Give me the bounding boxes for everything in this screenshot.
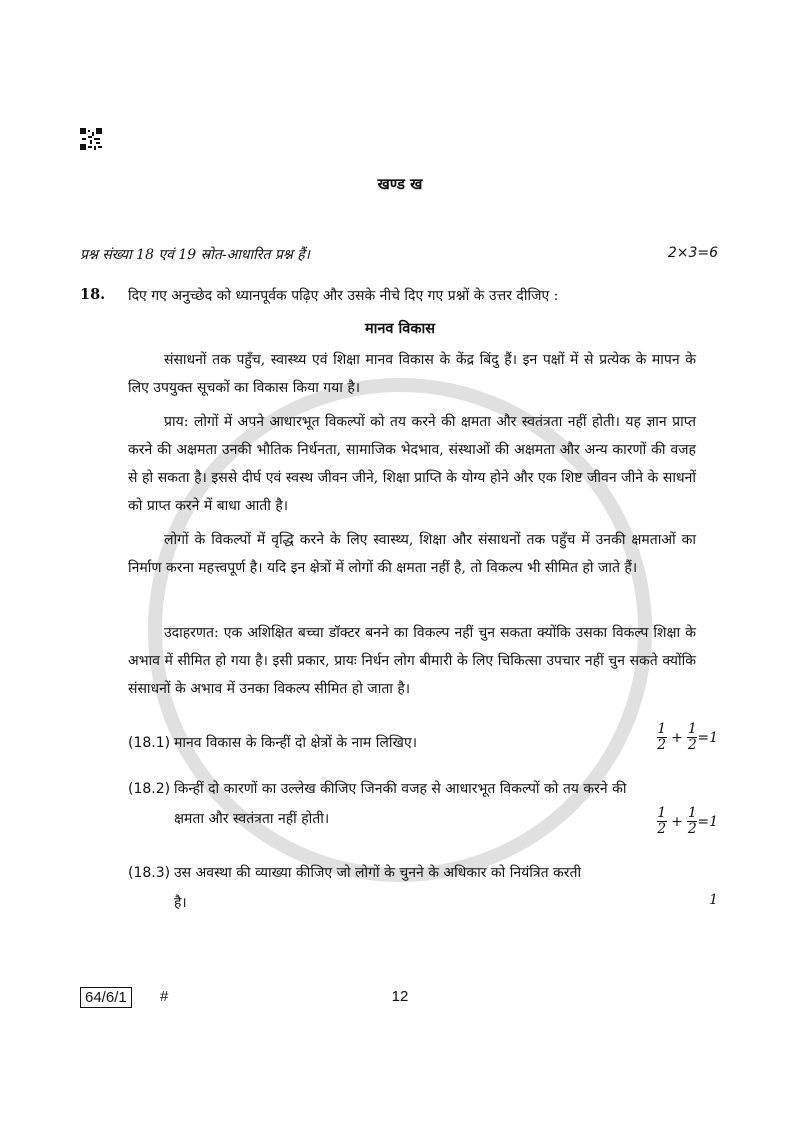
- marks-total: =1: [697, 729, 718, 746]
- subquestion-number: (18.1): [128, 735, 171, 751]
- instruction-marks: 2×3=6: [667, 245, 718, 261]
- marks-fraction: 1 2 + 1 2 =1: [657, 721, 718, 753]
- marks-value: 1: [709, 892, 718, 908]
- passage-title: मानव विकास: [364, 320, 436, 337]
- question-text: दिए गए अनुच्छेद को ध्यानपूर्वक पढ़िए और उसके नीचे दिए गए प्रश्नों के उत्तर दीजिए :: [128, 288, 559, 304]
- footer-hash: #: [160, 988, 169, 1005]
- frac-num: 1: [657, 721, 667, 737]
- frac-den: 2: [687, 821, 697, 837]
- subquestion-text: मानव विकास के किन्हीं दो क्षेत्रों के नाम लिखिए।: [174, 735, 417, 751]
- frac-num: 1: [657, 805, 667, 821]
- paper-code: 64/6/1: [80, 987, 132, 1008]
- question-number: 18.: [80, 286, 106, 303]
- frac-num: 1: [687, 805, 697, 821]
- page-number: 12: [391, 988, 409, 1005]
- subquestion-18-2: [128, 774, 683, 834]
- passage-paragraph: उदाहरणत: एक अशिक्षित बच्चा डॉक्टर बनने का विकल्प नहीं चुन सकता क्योंकि उसका विकल्प शिक्षा के अभाव में सीमित हो गया है। इसी प्रकार, प्रायः निर्धन लोग बीमारी के लिए चिकित्सा उपचार नहीं चुन सकते क्योंकि संसाधनों के अभाव में उनका विकल्प सीमित हो जाता है।: [128, 625, 696, 697]
- marks-fraction: 1 2 + 1 2 =1: [657, 805, 718, 837]
- subquestion-number: (18.2): [128, 781, 171, 797]
- passage-paragraph: प्राय: लोगों में अपने आधारभूत विकल्पों को तय करने की क्षमता और स्वतंत्रता नहीं होती। यह ज्ञान प्राप्त करने की अक्षमता उनकी भौतिक निर्धनता, सामाजिक भेदभाव, संस्थाओं की अक्षमता और अन्य कारणों की वजह से हो सकता है। इससे दीर्घ एवं स्वस्थ जीवन जीने, शिक्षा प्राप्ति के योग्य होने और एक शिष्ट जीवन जीने के साधनों को प्राप्त करने में बाधा आती है।: [128, 414, 696, 514]
- frac-den: 2: [687, 737, 697, 753]
- subquestion-text-cont: क्षमता और स्वतंत्रता नहीं होती।: [174, 811, 330, 827]
- frac-den: 2: [657, 737, 667, 753]
- subquestion-text-cont: है।: [174, 895, 187, 911]
- subquestion-18-3: [128, 858, 683, 918]
- frac-num: 1: [687, 721, 697, 737]
- marks-total: =1: [697, 813, 718, 830]
- subquestion-text: उस अवस्था की व्याख्या कीजिए जो लोगों के चुनने के अधिकार को नियंत्रित करती: [174, 865, 582, 881]
- passage-paragraph: लोगों के विकल्पों में वृद्धि करने के लिए स्वास्थ्य, शिक्षा और संसाधनों तक पहुँच में उनकी क्षमताओं का निर्माण करना महत्त्वपूर्ण है। यदि इन क्षेत्रों में लोगों की क्षमता नहीं है, तो विकल्प भी सीमित हो जाते हैं।: [128, 532, 696, 576]
- instruction-text: प्रश्न संख्या 18 एवं 19 स्रोत-आधारित प्रश्न हैं।: [80, 247, 310, 263]
- subquestion-text: किन्हीं दो कारणों का उल्लेख कीजिए जिनकी वजह से आधारभूत विकल्पों को तय करने की: [174, 781, 627, 797]
- subquestion-18-1: [128, 728, 683, 758]
- section-title: खण्ड ख: [377, 175, 423, 193]
- frac-den: 2: [657, 821, 667, 837]
- passage-paragraph: संसाधनों तक पहुँच, स्वास्थ्य एवं शिक्षा मानव विकास के केंद्र बिंदु हैं। इन पक्षों में से प्रत्येक के मापन के लिए उपयुक्त सूचकों का विकास किया गया है।: [128, 352, 696, 396]
- qr-code-icon: [80, 128, 102, 150]
- subquestion-number: (18.3): [128, 865, 171, 881]
